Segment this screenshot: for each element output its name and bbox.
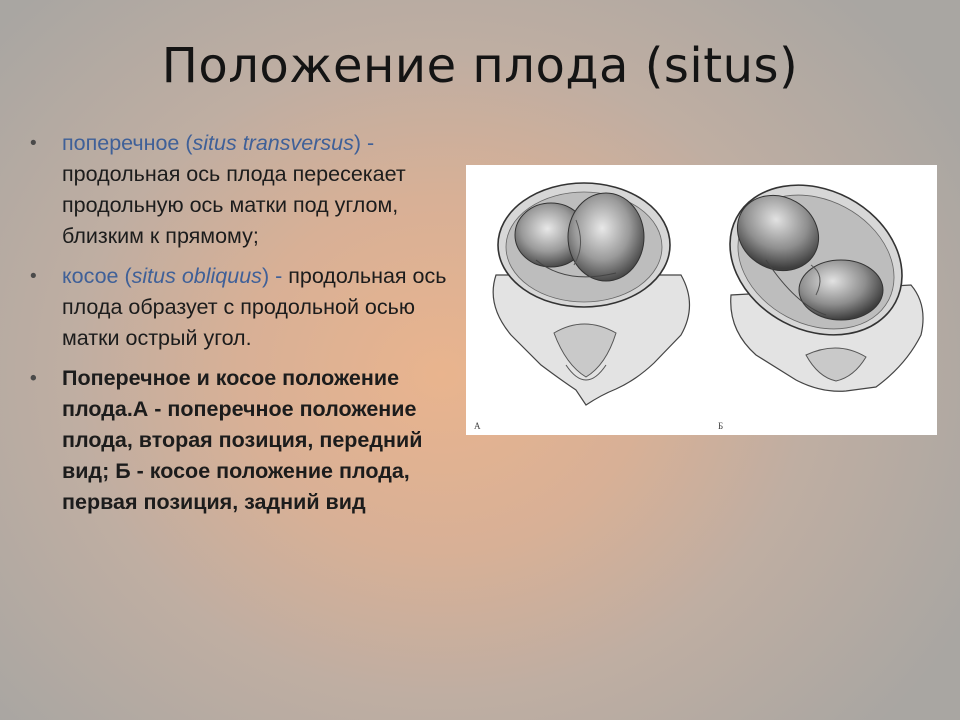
figure-label-b: Б (718, 421, 724, 431)
bullet-item-transverse (30, 128, 470, 252)
bullet-dot-icon: • (30, 266, 37, 287)
panel-b-oblique (704, 165, 929, 391)
term-transverse: поперечное ( (62, 131, 193, 155)
illustration-svg (466, 165, 937, 435)
figure-label-a: А (474, 421, 481, 431)
term-transverse-close: ) - (353, 131, 375, 155)
slide-title: Положение плода (situs) (161, 38, 799, 94)
definition-transverse: продольная ось плода пересекает продольную ось матки под углом, близким к прямому; (62, 162, 406, 248)
panel-a-transverse (493, 183, 689, 405)
bullet-dot-icon: • (30, 133, 37, 154)
bullet-item-figure-caption (30, 363, 470, 518)
bullet-list (30, 128, 470, 527)
bullet-dot-icon: • (30, 368, 37, 389)
definition-oblique: продольная ось плода образует с продольной осью матки острый угол. (62, 264, 447, 350)
fetal-position-illustration (466, 165, 937, 435)
term-oblique-latin: situs obliquus (131, 264, 262, 288)
term-transverse-latin: situs transversus (192, 131, 354, 155)
figure-caption: Поперечное и косое положение плода.А - поперечное положение плода, вторая позиция, передний вид; Б - косое положение плода, первая позиция, задний вид (62, 366, 423, 514)
term-oblique-close: ) - (261, 264, 283, 288)
term-oblique: косое ( (62, 264, 132, 288)
bullet-item-oblique (30, 261, 470, 354)
